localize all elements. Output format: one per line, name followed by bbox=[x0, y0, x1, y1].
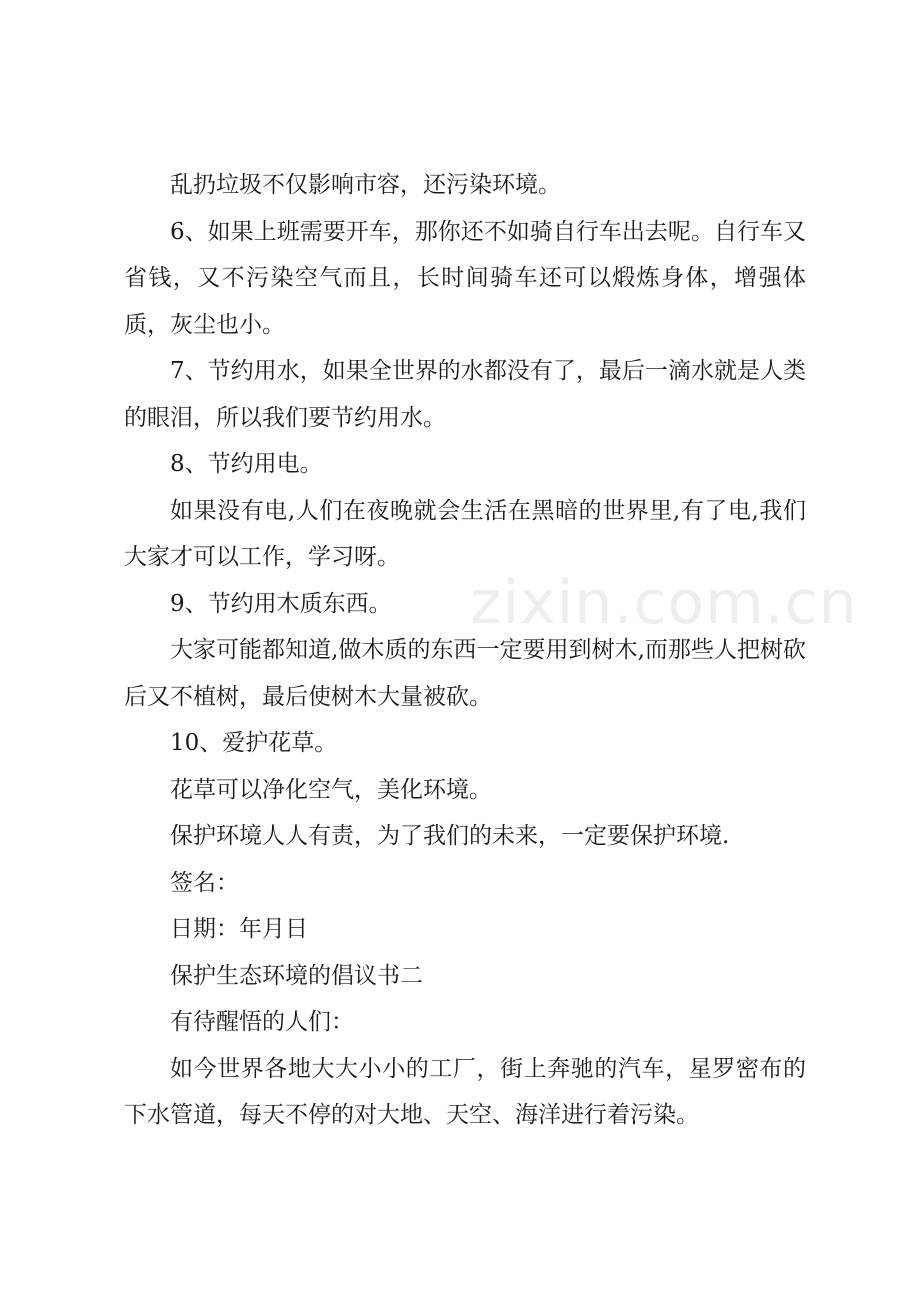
paragraph-5: 如果没有电,人们在夜晚就会生活在黑暗的世界里,有了电,我们大家才可以工作，学习呀。 bbox=[124, 497, 806, 570]
paragraph-15: 如今世界各地大大小小的工厂，街上奔驰的汽车，星罗密布的下水管道，每天不停的对大地、天空、海洋进行着污染。 bbox=[124, 1055, 806, 1128]
paragraph-4: 8、节约用电。 bbox=[170, 451, 323, 477]
date-line: 日期：年月日 bbox=[170, 916, 308, 942]
paragraph-3: 7、节约用水，如果全世界的水都没有了，最后一滴水就是人类的眼泪，所以我们要节约用水。 bbox=[124, 358, 806, 431]
document-body bbox=[124, 162, 806, 1139]
paragraph-8: 10、爱护花草。 bbox=[170, 730, 338, 756]
paragraph-7: 大家可能都知道,做木质的东西一定要用到树木,而那些人把树砍后又不植树，最后使树木大量被砍。 bbox=[124, 637, 806, 710]
paragraph-1: 乱扔垃圾不仅影响市容，还污染环境。 bbox=[170, 172, 561, 198]
paragraph-2: 6、如果上班需要开车，那你还不如骑自行车出去呢。自行车又省钱，又不污染空气而且，长时间骑车还可以煅炼身体，增强体质，灰尘也小。 bbox=[124, 218, 806, 338]
signature-line: 签名： bbox=[170, 869, 239, 896]
paragraph-9: 花草可以净化空气，美化环境。 bbox=[170, 776, 492, 803]
section-title: 保护生态环境的倡议书二 bbox=[170, 962, 423, 989]
paragraph-10: 保护环境人人有责，为了我们的未来，一定要保护环境. bbox=[170, 823, 730, 849]
watermark: zixin.com.cn bbox=[470, 568, 858, 638]
paragraph-6: 9、节约用木质东西。 bbox=[170, 590, 392, 617]
salutation: 有待醒悟的人们： bbox=[170, 1009, 354, 1035]
